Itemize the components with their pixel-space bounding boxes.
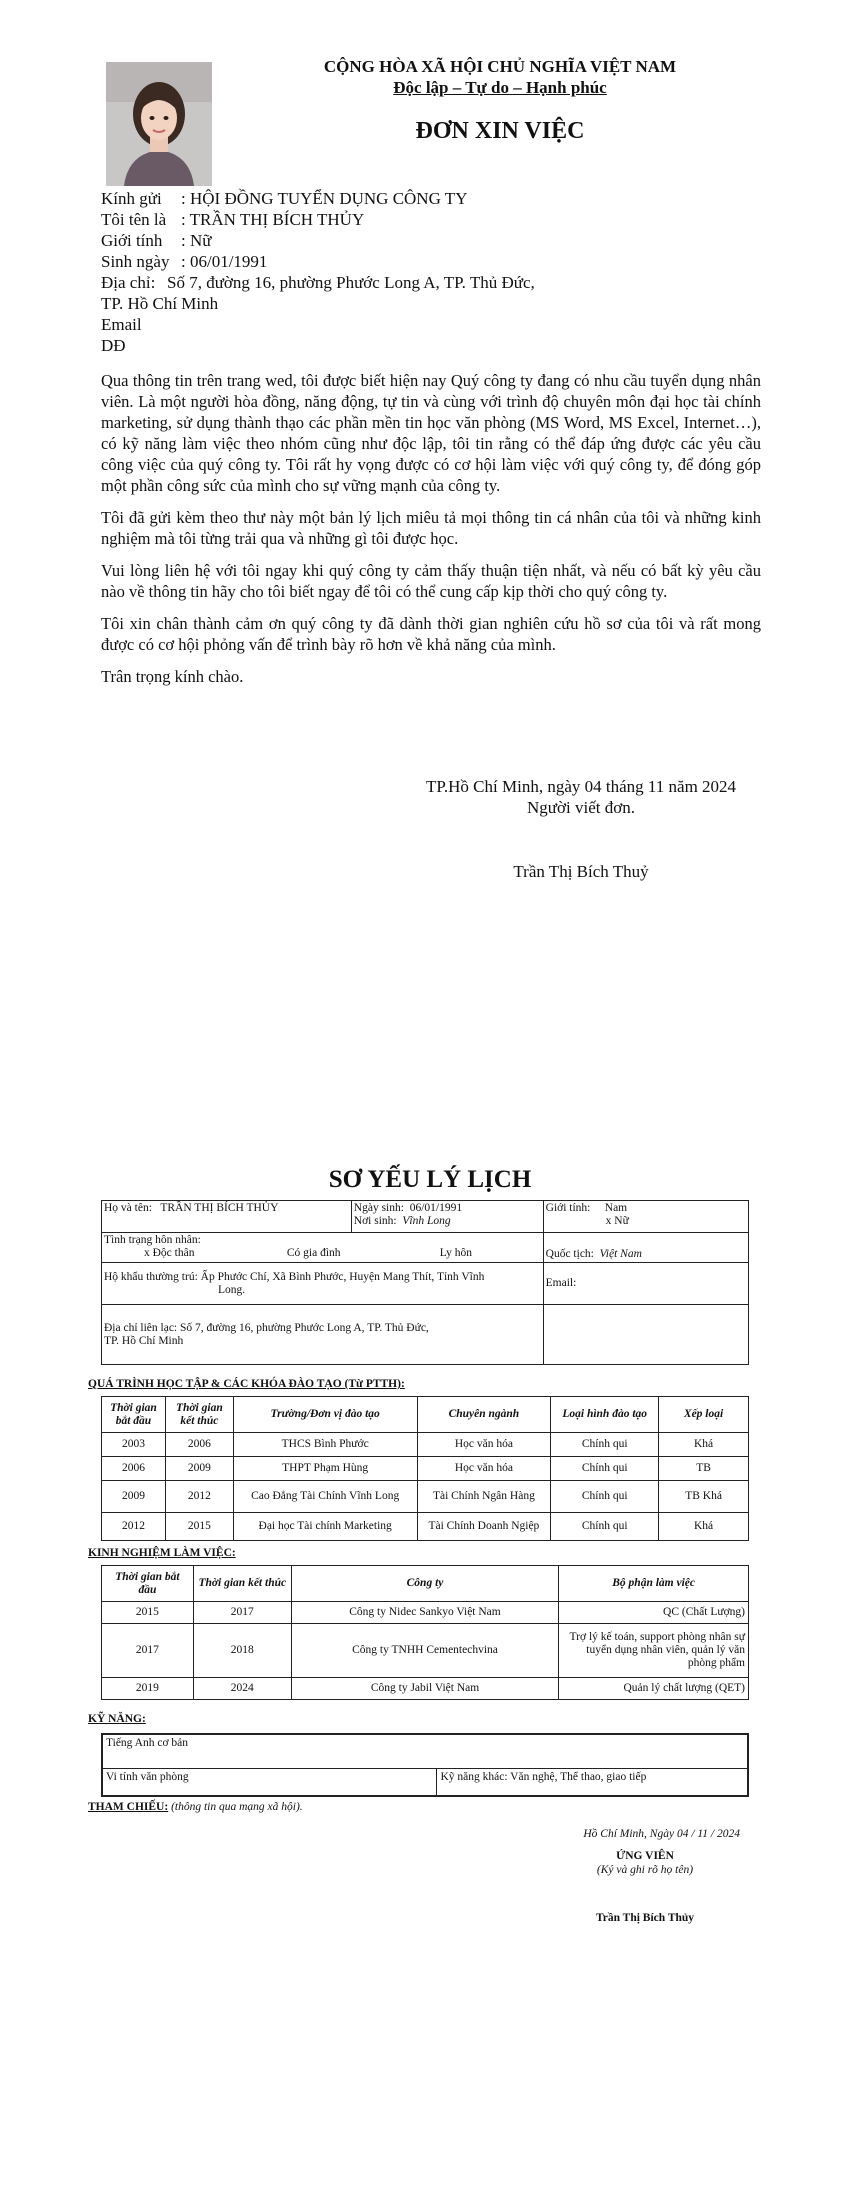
table-cell: 2015	[102, 1602, 194, 1624]
table-row	[102, 1678, 749, 1700]
table-cell: Quản lý chất lượng (QET)	[559, 1678, 749, 1700]
name-cell	[102, 1201, 352, 1233]
table-row	[102, 1457, 749, 1481]
table-cell: 2003	[102, 1433, 166, 1457]
column-header: Thời gian bắt đầu	[102, 1566, 194, 1602]
info-value: : TRẦN THỊ BÍCH THỦY	[181, 210, 365, 229]
place-date: TP.Hồ Chí Minh, ngày 04 tháng 11 năm 2024	[425, 777, 737, 796]
marital-married: Có gia đình	[286, 1247, 341, 1259]
column-header: Chuyên ngành	[417, 1397, 551, 1433]
gender-option-female: x Nữ	[605, 1215, 629, 1227]
info-label: Giới tính	[101, 231, 163, 250]
table-cell: 2006	[102, 1457, 166, 1481]
personal-info-table	[101, 1200, 749, 1365]
household-label: Hộ khẩu thường trú:	[104, 1270, 198, 1283]
table-cell: Chính qui	[551, 1433, 659, 1457]
column-header: Thời gian kết thúc	[165, 1397, 233, 1433]
info-label: Sinh ngày	[101, 252, 170, 271]
household-cell	[102, 1263, 544, 1305]
table-cell: 2019	[102, 1678, 194, 1700]
table-cell: 2024	[193, 1678, 291, 1700]
body-paragraph: Vui lòng liên hệ với tôi ngay khi quý công ty cảm thấy thuận tiện nhất, và nếu có bất kỳ yêu cầu nào về thông tin hãy cho tôi biết ngay để tôi có thể cung cấp kịp thời cho quý công ty.	[101, 561, 761, 601]
table-cell: Chính qui	[551, 1457, 659, 1481]
cv-signer-note: (Ký và ghi rõ họ tên)	[596, 1864, 694, 1876]
email-label: Email:	[545, 1277, 577, 1289]
table-cell: Chính qui	[551, 1481, 659, 1513]
info-label: Email	[101, 315, 142, 334]
info-label: Tôi tên là	[101, 210, 167, 229]
table-cell: Tài Chính Ngân Hàng	[417, 1481, 551, 1513]
table-header-row	[102, 1397, 749, 1433]
table-cell: Công ty Jabil Việt Nam	[291, 1678, 559, 1700]
info-row	[101, 188, 761, 209]
column-header: Thời gian kết thúc	[193, 1566, 291, 1602]
table-row	[102, 1768, 748, 1796]
table-cell: 2017	[102, 1624, 194, 1678]
table-cell: Trợ lý kế toán, support phòng nhân sự tuyển dụng nhân viên, quản lý văn phòng phẩm	[559, 1624, 749, 1678]
closing-line: Trân trọng kính chào.	[101, 667, 244, 686]
table-cell: 2009	[165, 1457, 233, 1481]
contact-label: Địa chỉ liên lạc:	[104, 1321, 178, 1334]
letter-body	[101, 370, 761, 698]
table-cell: 2012	[165, 1481, 233, 1513]
table-cell: Công ty Nidec Sankyo Việt Nam	[291, 1602, 559, 1624]
column-header: Thời gian bắt đầu	[102, 1397, 166, 1433]
skill-computer: Vi tính văn phòng	[102, 1768, 437, 1796]
gender-cell	[543, 1201, 748, 1233]
table-row	[102, 1624, 749, 1678]
contact-value: Số 7, đường 16, phường Phước Long A, TP. Thủ Đức,	[180, 1321, 429, 1334]
table-cell: TB Khá	[659, 1481, 749, 1513]
household-value: Ấp Phước Chí, Xã Bình Phước, Huyện Mang Thít, Tỉnh Vĩnh	[200, 1270, 485, 1283]
skills-heading: KỸ NĂNG:	[88, 1713, 146, 1725]
skill-other: Kỹ năng khác: Văn nghệ, Thể thao, giao tiếp	[437, 1768, 748, 1796]
table-row	[102, 1305, 749, 1365]
marital-single: x Độc thân	[144, 1247, 195, 1259]
table-row	[102, 1481, 749, 1513]
reference-line	[88, 1800, 303, 1814]
column-header: Xếp loại	[659, 1397, 749, 1433]
national-header	[280, 56, 720, 98]
table-cell: Chính qui	[551, 1513, 659, 1541]
table-row	[102, 1602, 749, 1624]
info-row	[101, 314, 761, 335]
table-cell: Khá	[659, 1433, 749, 1457]
gender-option-male: Nam	[604, 1202, 628, 1214]
table-row	[102, 1263, 749, 1305]
national-motto: Độc lập – Tự do – Hạnh phúc	[393, 78, 607, 97]
body-paragraph: Tôi xin chân thành cảm ơn quý công ty đã dành thời gian nghiên cứu hồ sơ của tôi và rất mong được có cơ hội phỏng vấn để trình bày rõ hơn về khả năng của mình.	[101, 614, 761, 654]
table-cell: QC (Chất Lượng)	[559, 1602, 749, 1624]
empty-cell	[543, 1305, 748, 1365]
cv-place-date: Hồ Chí Minh, Ngày 04 / 11 / 2024	[583, 1828, 740, 1840]
table-cell: 2006	[165, 1433, 233, 1457]
pob-label: Nơi sinh:	[353, 1215, 397, 1227]
table-cell: THCS Bình Phước	[233, 1433, 417, 1457]
info-value: : 06/01/1991	[181, 252, 268, 271]
signer-role: Người viết đơn.	[527, 798, 635, 817]
table-cell: Học văn hóa	[417, 1457, 551, 1481]
info-value: Số 7, đường 16, phường Phước Long A, TP. Thủ Đức,	[167, 273, 535, 292]
info-row	[101, 230, 761, 251]
marital-label: Tình trạng hôn nhân:	[104, 1234, 201, 1246]
marital-divorced: Ly hôn	[439, 1247, 473, 1259]
info-row	[101, 209, 761, 230]
country-name: CỘNG HÒA XÃ HỘI CHỦ NGHĨA VIỆT NAM	[323, 57, 677, 76]
info-row	[101, 272, 761, 293]
signer-name: Trần Thị Bích Thuỷ	[513, 862, 649, 881]
info-label: Kính gửi	[101, 189, 162, 208]
table-cell: Cao Đẳng Tài Chính Vĩnh Long	[233, 1481, 417, 1513]
letter-title: ĐƠN XIN VIỆC	[415, 118, 585, 144]
applicant-photo	[106, 62, 212, 186]
table-cell: THPT Phạm Hùng	[233, 1457, 417, 1481]
cv-title: SƠ YẾU LÝ LỊCH	[328, 1166, 532, 1193]
letter-signature-block	[400, 776, 762, 818]
table-cell: 2017	[193, 1602, 291, 1624]
table-row	[102, 1201, 749, 1233]
contact-value-line2: TP. Hồ Chí Minh	[104, 1334, 184, 1347]
table-cell: 2018	[193, 1624, 291, 1678]
info-row	[101, 335, 761, 356]
dob-value: 06/01/1991	[409, 1202, 463, 1214]
experience-heading: KINH NGHIỆM LÀM VIỆC:	[88, 1547, 236, 1559]
nationality-cell	[543, 1233, 748, 1263]
table-cell: Đại học Tài chính Marketing	[233, 1513, 417, 1541]
gender-label: Giới tính:	[545, 1202, 591, 1214]
cv-signer-name: Trần Thị Bích Thủy	[595, 1912, 695, 1924]
column-header: Loại hình đào tạo	[551, 1397, 659, 1433]
experience-table	[101, 1565, 749, 1700]
info-value: TP. Hồ Chí Minh	[101, 294, 219, 313]
reference-heading: THAM CHIẾU:	[88, 1801, 169, 1813]
contact-cell	[102, 1305, 544, 1365]
table-row	[102, 1734, 748, 1768]
table-cell: 2012	[102, 1513, 166, 1541]
table-cell: Tài Chính Doanh Ngiệp	[417, 1513, 551, 1541]
marital-cell	[102, 1233, 544, 1263]
info-row	[101, 293, 761, 314]
info-value: : HỘI ĐỒNG TUYỂN DỤNG CÔNG TY	[181, 189, 468, 208]
body-paragraph: Tôi đã gửi kèm theo thư này một bản lý lịch miêu tả mọi thông tin cá nhân của tôi và những kinh nghiệm mà tôi từng trải qua và những gì tôi được học.	[101, 508, 761, 548]
column-header: Công ty	[291, 1566, 559, 1602]
table-cell: Học văn hóa	[417, 1433, 551, 1457]
skills-table	[101, 1733, 749, 1797]
body-paragraph: Qua thông tin trên trang wed, tôi được biết hiện nay Quý công ty đang có nhu cầu tuyển dụng nhân viên. Là một người hòa đồng, năng động, tự tin và cùng với trình độ chuyên môn đại học tài chính marketing, sử dụng thành thạo các phần mền tin học văn phòng (MS Word, MS Excel, Internet…), có kỹ năng làm việc theo nhóm cũng như độc lập, tôi tin rằng có thể đáp ứng được các yêu cầu công việc của quý công ty. Tôi rất hy vọng được có cơ hội làm việc với quý công ty, để đóng góp một phần công sức của mình cho sự vững mạnh của công ty.	[101, 371, 761, 495]
name-value: TRẦN THỊ BÍCH THỦY	[160, 1202, 279, 1214]
column-header: Bộ phận làm việc	[559, 1566, 749, 1602]
nationality-value: Việt Nam	[599, 1248, 642, 1260]
education-heading: QUÁ TRÌNH HỌC TẬP & CÁC KHÓA ĐÀO TẠO (Từ PTTH):	[88, 1378, 405, 1390]
cv-signer-role: ỨNG VIÊN	[616, 1850, 674, 1862]
table-row	[102, 1433, 749, 1457]
table-cell: TB	[659, 1457, 749, 1481]
column-header: Trường/Đơn vị đào tạo	[233, 1397, 417, 1433]
table-header-row	[102, 1566, 749, 1602]
info-label: Địa chỉ:	[101, 273, 156, 292]
table-cell: 2015	[165, 1513, 233, 1541]
table-cell: Công ty TNHH Cementechvina	[291, 1624, 559, 1678]
skill-english: Tiếng Anh cơ bản	[102, 1734, 748, 1768]
email-cell	[543, 1263, 748, 1305]
table-row	[102, 1513, 749, 1541]
name-label: Họ và tên:	[104, 1202, 152, 1214]
info-value: : Nữ	[181, 231, 212, 250]
pob-value: Vĩnh Long	[402, 1215, 451, 1227]
education-table	[101, 1396, 749, 1541]
dob-label: Ngày sinh:	[353, 1202, 404, 1214]
applicant-info	[101, 188, 761, 356]
reference-text: (thông tin qua mạng xã hội).	[171, 1801, 303, 1813]
table-row	[102, 1233, 749, 1263]
info-row	[101, 251, 761, 272]
table-cell: 2009	[102, 1481, 166, 1513]
info-label: DĐ	[101, 336, 126, 355]
table-cell: Khá	[659, 1513, 749, 1541]
birth-cell	[351, 1201, 543, 1233]
nationality-label: Quốc tịch:	[545, 1248, 594, 1260]
household-value-line2: Long.	[218, 1283, 246, 1296]
